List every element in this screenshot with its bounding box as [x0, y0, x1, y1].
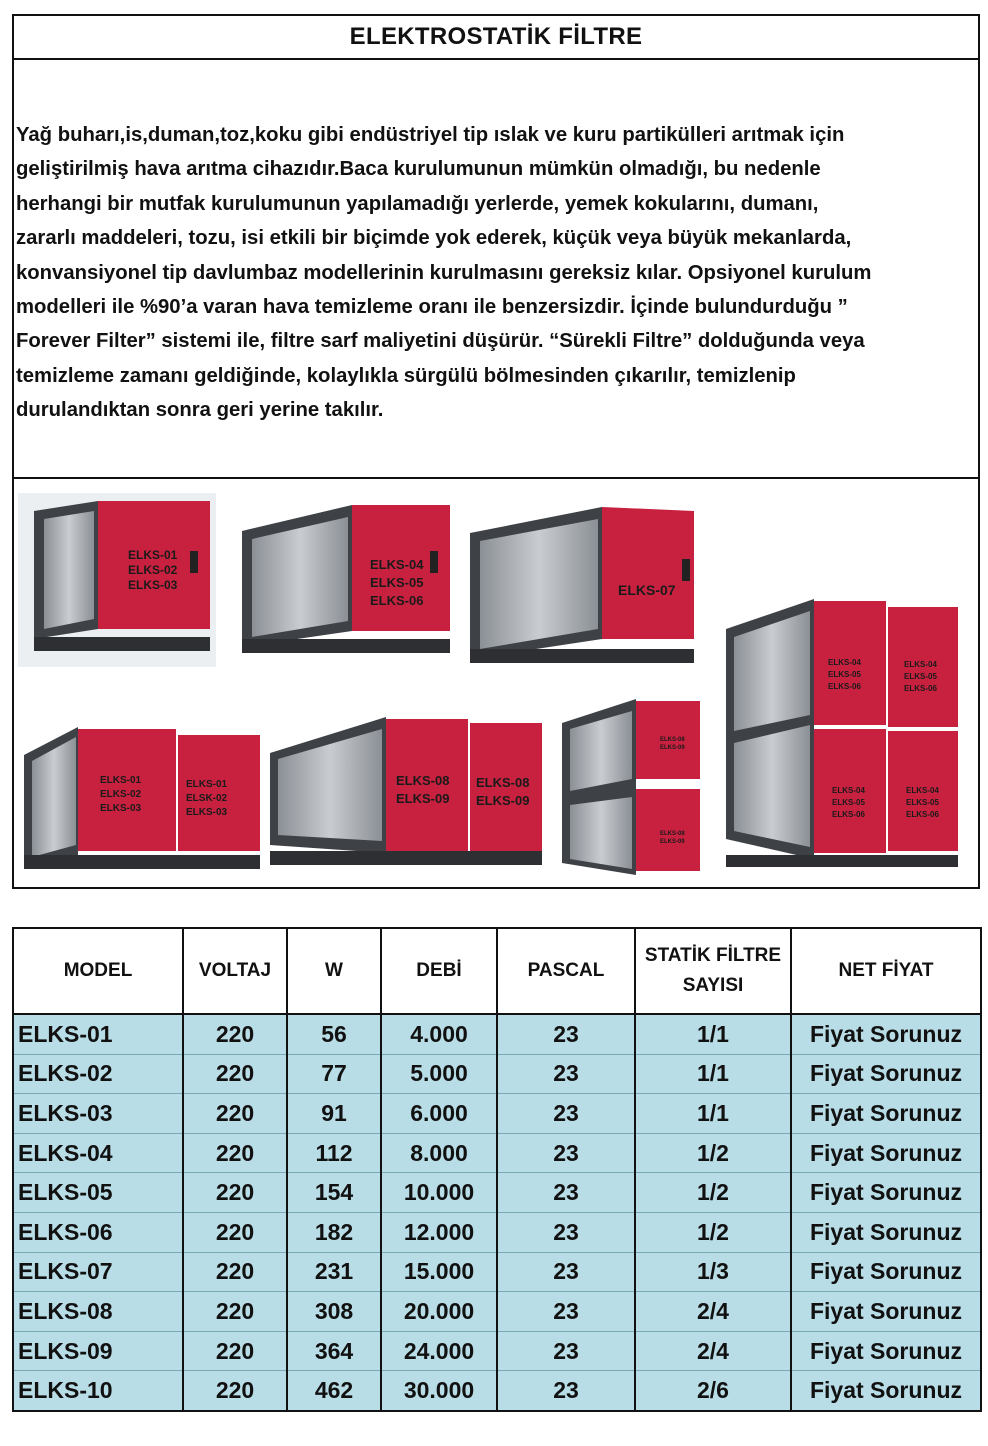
unit-label: ELKS-04: [370, 557, 424, 572]
unit-label: ELKS-09: [476, 793, 530, 808]
unit-elks-01-03: [18, 493, 216, 667]
table-cell: 1/1: [635, 1054, 791, 1094]
unit-label: ELKS-08: [660, 831, 685, 837]
column-header: [635, 928, 791, 1014]
column-header: VOLTAJ: [183, 928, 287, 1014]
table-cell: 231: [287, 1252, 381, 1292]
table-row: [13, 1212, 981, 1252]
unit-label: ELKS-07: [618, 582, 676, 598]
table-row: [13, 1331, 981, 1371]
unit-elks-04-06-quad: [726, 599, 958, 867]
table-row: [13, 1094, 981, 1134]
table-cell: Fiyat Sorunuz: [791, 1212, 981, 1252]
table-cell: 220: [183, 1094, 287, 1134]
table-cell: 220: [183, 1292, 287, 1332]
table-cell: 462: [287, 1371, 381, 1411]
unit-label: ELKS-04: [828, 658, 861, 667]
table-cell: 23: [497, 1212, 635, 1252]
table-row: [13, 1371, 981, 1411]
unit-label: ELKS-09: [396, 791, 450, 806]
table-cell: 20.000: [381, 1292, 497, 1332]
table-cell: Fiyat Sorunuz: [791, 1054, 981, 1094]
table-row: [13, 1173, 981, 1213]
table-cell: 220: [183, 1014, 287, 1054]
table-cell: 364: [287, 1331, 381, 1371]
table-cell: 1/2: [635, 1173, 791, 1213]
table-cell: 1/2: [635, 1133, 791, 1173]
table-cell: 112: [287, 1133, 381, 1173]
table-cell: 6.000: [381, 1094, 497, 1134]
product-frame: [12, 14, 980, 889]
unit-elks-08-09-double: [270, 717, 542, 865]
page-title: ELEKTROSTATİK FİLTRE: [14, 16, 978, 60]
table-cell: 220: [183, 1173, 287, 1213]
table-cell: 23: [497, 1252, 635, 1292]
table-cell: ELKS-01: [13, 1014, 183, 1054]
table-cell: ELKS-09: [13, 1331, 183, 1371]
unit-label: ELKS-06: [832, 810, 865, 819]
table-cell: 5.000: [381, 1054, 497, 1094]
table-cell: Fiyat Sorunuz: [791, 1173, 981, 1213]
unit-label: ELKS-01: [186, 779, 228, 790]
unit-label: ELKS-08: [660, 737, 685, 743]
unit-label: ELKS-03: [100, 803, 142, 814]
product-description: Yağ buharı,is,duman,toz,koku gibi endüstriyel tip ıslak ve kuru partikülleri arıtmak için geliştirilmiş hava arıtma cihazıdır.Baca kurulumunun mümkün olmadığı, bu nedenle herhangi bir mutfak kurulumunun yapılamadığı yerlerde, yemek kokularını, dumanı, zararlı maddeleri, tozu, isi etkili bir biçimde yok ederek, küçük veya büyük mekanlarda, konvansiyonel tip davlumbaz modellerinin kurulmasını gereksiz kılar. Opsiyonel kurulum modelleri ile %90’a varan hava temizleme oranı ile benzersizdir. İçinde bulundurduğu ” Forever Filter” sistemi ile, filtre sarf maliyetini düşürür. “Sürekli Filtre” dolduğunda veya temizleme zamanı geldiğinde, kolaylıkla sürgülü bölmesinden çıkarılır, temizlenip durulandıktan sonra geri yerine takılır.: [16, 124, 872, 422]
table-cell: 23: [497, 1054, 635, 1094]
table-cell: Fiyat Sorunuz: [791, 1252, 981, 1292]
table-cell: 1/3: [635, 1252, 791, 1292]
table-cell: 1/2: [635, 1212, 791, 1252]
unit-label: ELKS-01: [100, 775, 142, 786]
table-cell: 23: [497, 1331, 635, 1371]
table-cell: 1/1: [635, 1014, 791, 1054]
table-cell: 56: [287, 1014, 381, 1054]
table-cell: ELKS-07: [13, 1252, 183, 1292]
table-cell: ELKS-03: [13, 1094, 183, 1134]
table-row: [13, 1014, 981, 1054]
unit-label: ELKS-04: [906, 786, 939, 795]
table-cell: 1/1: [635, 1094, 791, 1134]
unit-label: ELKS-05: [832, 798, 865, 807]
table-cell: ELKS-02: [13, 1054, 183, 1094]
unit-label: ELKS-06: [828, 682, 861, 691]
table-row: [13, 1133, 981, 1173]
table-cell: 77: [287, 1054, 381, 1094]
unit-label: ELKS-01: [128, 548, 178, 562]
table-cell: Fiyat Sorunuz: [791, 1371, 981, 1411]
unit-label: ELKS-08: [476, 775, 530, 790]
table-cell: 15.000: [381, 1252, 497, 1292]
table-cell: 220: [183, 1054, 287, 1094]
unit-label: ELKS-09: [660, 745, 685, 751]
table-cell: Fiyat Sorunuz: [791, 1292, 981, 1332]
unit-label: ELKS-04: [832, 786, 865, 795]
table-cell: 23: [497, 1292, 635, 1332]
table-cell: 12.000: [381, 1212, 497, 1252]
unit-label: ELKS-03: [186, 807, 228, 818]
table-cell: 23: [497, 1094, 635, 1134]
table-cell: 30.000: [381, 1371, 497, 1411]
unit-elks-08-09-stacked: [562, 699, 700, 875]
unit-label: ELKS-08: [396, 773, 450, 788]
column-header: PASCAL: [497, 928, 635, 1014]
table-cell: ELKS-08: [13, 1292, 183, 1332]
unit-label: ELKS-06: [906, 810, 939, 819]
column-header-text: STATİK FİLTRE SAYISI: [644, 945, 782, 996]
unit-label: ELKS-02: [128, 563, 178, 577]
table-cell: ELKS-04: [13, 1133, 183, 1173]
table-cell: 10.000: [381, 1173, 497, 1213]
unit-label: ELKS-06: [904, 684, 937, 693]
unit-label: ELKS-05: [828, 670, 861, 679]
table-cell: ELKS-06: [13, 1212, 183, 1252]
table-cell: 154: [287, 1173, 381, 1213]
table-cell: 220: [183, 1133, 287, 1173]
unit-elks-04-06: [242, 505, 450, 653]
table-row: [13, 1054, 981, 1094]
table-cell: ELKS-10: [13, 1371, 183, 1411]
table-cell: 220: [183, 1212, 287, 1252]
table-cell: 2/4: [635, 1292, 791, 1332]
product-gallery: [14, 479, 978, 887]
unit-elks-01-03-double: [24, 727, 260, 869]
unit-elks-07: [470, 507, 694, 663]
column-header: NET FİYAT: [791, 928, 981, 1014]
unit-label: ELKS-04: [904, 660, 937, 669]
table-cell: 4.000: [381, 1014, 497, 1054]
table-cell: 2/6: [635, 1371, 791, 1411]
spec-table: [12, 927, 982, 1412]
table-cell: Fiyat Sorunuz: [791, 1133, 981, 1173]
table-cell: 23: [497, 1173, 635, 1213]
table-cell: Fiyat Sorunuz: [791, 1094, 981, 1134]
table-cell: 220: [183, 1371, 287, 1411]
table-cell: 2/4: [635, 1331, 791, 1371]
table-cell: 220: [183, 1252, 287, 1292]
table-cell: 23: [497, 1371, 635, 1411]
unit-label: ELKS-02: [100, 789, 142, 800]
unit-label: ELKS-05: [904, 672, 937, 681]
table-cell: 308: [287, 1292, 381, 1332]
unit-label: ELKS-09: [660, 839, 685, 845]
table-cell: 24.000: [381, 1331, 497, 1371]
table-row: [13, 1252, 981, 1292]
table-cell: 182: [287, 1212, 381, 1252]
unit-label: ELSK-02: [186, 793, 228, 804]
table-cell: 91: [287, 1094, 381, 1134]
unit-label: ELKS-05: [906, 798, 939, 807]
table-cell: 8.000: [381, 1133, 497, 1173]
unit-label: ELKS-03: [128, 578, 178, 592]
table-row: [13, 1292, 981, 1332]
table-cell: Fiyat Sorunuz: [791, 1331, 981, 1371]
table-header-row: [13, 928, 981, 1014]
column-header: W: [287, 928, 381, 1014]
table-cell: Fiyat Sorunuz: [791, 1014, 981, 1054]
column-header: MODEL: [13, 928, 183, 1014]
table-cell: 220: [183, 1331, 287, 1371]
table-cell: ELKS-05: [13, 1173, 183, 1213]
table-cell: 23: [497, 1014, 635, 1054]
column-header: DEBİ: [381, 928, 497, 1014]
table-cell: 23: [497, 1133, 635, 1173]
unit-label: ELKS-06: [370, 593, 424, 608]
unit-label: ELKS-05: [370, 575, 424, 590]
